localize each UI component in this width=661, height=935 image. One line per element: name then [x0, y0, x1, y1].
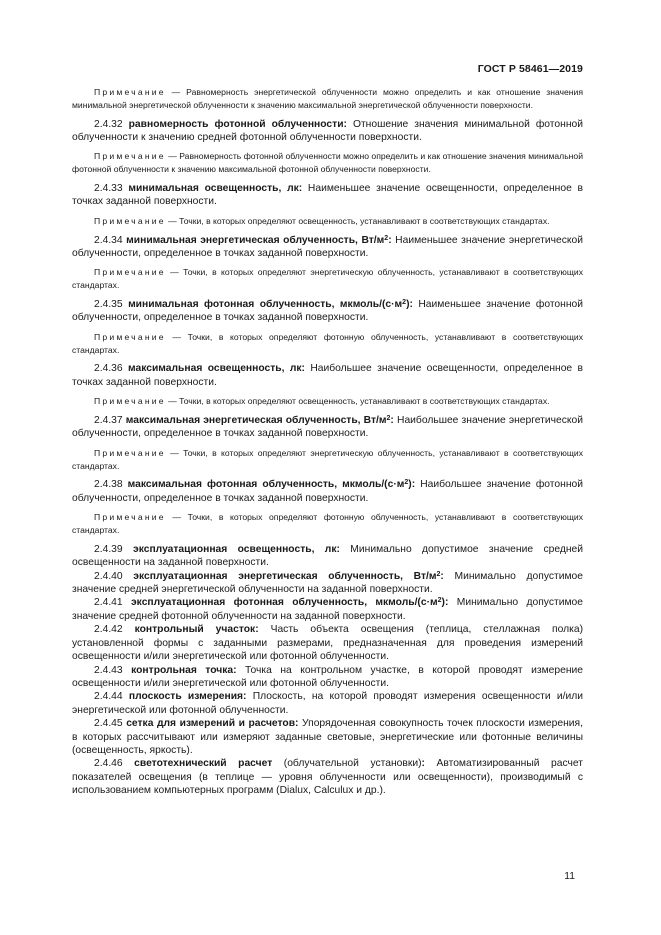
term-definition [72, 234, 583, 261]
term-qualifier: (облучательной установки) [272, 758, 422, 770]
page-number: 11 [564, 871, 575, 882]
term-number: 2.4.35 [94, 299, 129, 311]
term-definition-text: Наименьшее значение освещенности, определенное в точках заданной поверхности. [72, 183, 583, 208]
term-definition [72, 596, 583, 623]
term-definition-text: Наибольшее значение освещенности, определенное в точках заданной поверхности. [72, 363, 583, 388]
note-label: Примечание [94, 267, 166, 278]
term-definition-text: Наибольшее значение энергетической облученности, определенное в точках заданной поверхности. [72, 415, 583, 440]
term-definition [72, 478, 583, 505]
note-paragraph [72, 511, 583, 537]
term-colon: : [421, 758, 425, 770]
term-definition [72, 414, 583, 441]
term-definition [72, 717, 583, 757]
term-name: минимальная освещенность, лк: [128, 183, 303, 194]
term-definition-text: Отношение значения минимальной фотонной облученности к значению средней фотонной облученности поверхности. [72, 118, 583, 143]
note-label: Примечание [94, 87, 166, 97]
term-definition [72, 664, 583, 691]
term-definition-text: Наибольшее значение фотонной облученности, определенное в точках заданной поверхности. [72, 479, 583, 504]
term-name: минимальная фотонная облученность, мкмоль/$(с\cdot м^2)$: [128, 299, 413, 311]
term-definition-text: Минимально допустимое значение средней энергетической облученности на заданной поверхности. [72, 570, 584, 596]
term-definition-text: Плоскость, на которой проводят измерения освещенности и/или энергетической или фотонной облученности. [72, 691, 583, 716]
term-name: светотехнический расчет [134, 758, 273, 770]
note-label: Примечание [94, 215, 166, 226]
note-label: Примечание [94, 151, 166, 162]
term-name: максимальная освещенность, лк: [128, 363, 305, 375]
term-name: равномерность фотонной облученности: [128, 118, 347, 130]
term-name: эксплуатационная фотонная облученность, мкмоль/$(с\cdot м^2)$: [131, 597, 449, 609]
term-number: 2.4.44 [94, 691, 129, 703]
note-paragraph [72, 447, 583, 473]
term-number: 2.4.40 [94, 570, 134, 582]
term-definition [72, 118, 583, 145]
note-text: — Точки, в которых определяют энергетическую облученность, устанавливают в соответствующих стандартах. [72, 267, 583, 291]
term-definition-text: Наименьшее значение фотонной облученности, определенное в точках заданной поверхности. [72, 299, 583, 324]
term-name: сетка для измерений и расчетов: [126, 718, 299, 730]
note-text: — Равномерность энергетической облученности можно определить и как отношение значения минимальной энергетической облученности к значению максимальной энергетической облученности поверхности. [72, 87, 583, 110]
term-number: 2.4.43 [94, 664, 132, 676]
term-name: минимальная энергетическая облученность, $Вт/м^2$: [126, 234, 392, 246]
note-paragraph [72, 150, 583, 176]
term-name: контрольная точка: [131, 664, 237, 676]
term-number: 2.4.32 [94, 118, 129, 130]
document-body [72, 86, 583, 798]
note-paragraph [72, 86, 583, 112]
term-name: максимальная энергетическая облученность, $Вт/м^2$: [125, 415, 394, 427]
note-paragraph [72, 331, 583, 357]
note-text: — Точки, в которых определяют фотонную облученность, устанавливают в соответствующих стандартах. [72, 331, 583, 355]
term-name: плоскость измерения: [128, 691, 247, 703]
term-number: 2.4.42 [94, 624, 135, 636]
term-number: 2.4.36 [94, 363, 129, 375]
term-definition [72, 543, 583, 570]
note-text: — Точки, в которых определяют фотонную облученность, устанавливают в соответствующих стандартах. [72, 512, 583, 536]
note-label: Примечание [94, 447, 166, 458]
term-name: контрольный участок: [134, 624, 259, 636]
term-definition [72, 690, 583, 717]
note-text: — Равномерность фотонной облученности можно определить и как отношение значения минимальной фотонной облученности к значению максимальной фотонной облученности поверхности. [72, 151, 583, 175]
note-text: — Точки, в которых определяют энергетическую облученность, устанавливают в соответствующих стандартах. [72, 447, 583, 471]
term-number: 2.4.33 [94, 183, 129, 194]
term-number: 2.4.45 [94, 718, 127, 730]
term-number: 2.4.37 [94, 415, 126, 427]
note-paragraph [72, 395, 583, 408]
term-definition-text: Наименьшее значение энергетической облученности, определенное в точках заданной поверхности. [72, 234, 583, 260]
term-definition [72, 757, 583, 797]
note-text: — Точки, в которых определяют освещенность, устанавливают в соответствующих стандартах. [165, 396, 550, 407]
note-paragraph [72, 266, 583, 292]
term-definition [72, 182, 583, 209]
note-text: — Точки, в которых определяют освещенность, устанавливают в соответствующих стандартах. [165, 215, 550, 226]
term-definition-text: Минимально допустимое значение средней фотонной облученности на заданной поверхности. [72, 597, 583, 622]
term-definition-text: Часть объекта освещения (теплица, стеллажная полка) установленной формы с заданными размерами, предназначенная для проведения измерений освещенности и/или энергетической или фотонной облученности. [72, 624, 583, 663]
term-number: 2.4.38 [94, 479, 128, 491]
term-number: 2.4.41 [94, 597, 131, 609]
term-definition [72, 298, 583, 325]
term-definition [72, 623, 583, 663]
term-name: эксплуатационная освещенность, лк: [133, 543, 340, 555]
term-name: эксплуатационная энергетическая облученность, $Вт/м^2$: [133, 570, 444, 582]
document-code: ГОСТ Р 58461—2019 [477, 63, 583, 75]
term-definition [72, 362, 583, 389]
term-definition-text: Минимально допустимое значение средней освещенности на заданной поверхности. [72, 543, 583, 569]
note-paragraph [72, 215, 583, 228]
term-number: 2.4.46 [94, 758, 135, 770]
note-label: Примечание [94, 396, 166, 407]
term-number: 2.4.39 [94, 543, 134, 555]
term-definition [72, 570, 583, 597]
term-name: максимальная фотонная облученность, мкмоль/$(с\cdot м^2)$: [127, 479, 416, 491]
term-definition-text: Точка на контрольном участке, в которой проводят измерение освещенности и/или энергетической или фотонной облученности. [72, 664, 584, 689]
term-number: 2.4.34 [94, 234, 127, 246]
term-definition-text: Упорядоченная совокупность точек плоскости измерения, в которых рассчитывают или измеряют заданные световые, энергетические или фотонные величины (освещенность, яркость). [72, 718, 583, 756]
note-label: Примечание [94, 331, 166, 342]
note-label: Примечание [94, 512, 166, 523]
term-definition-text: Автоматизированный расчет показателей освещения (в теплице — уровня облученности или освещенности), производимый с использованием компьютерных программ (Dialux, Calculux и др.). [72, 758, 583, 797]
